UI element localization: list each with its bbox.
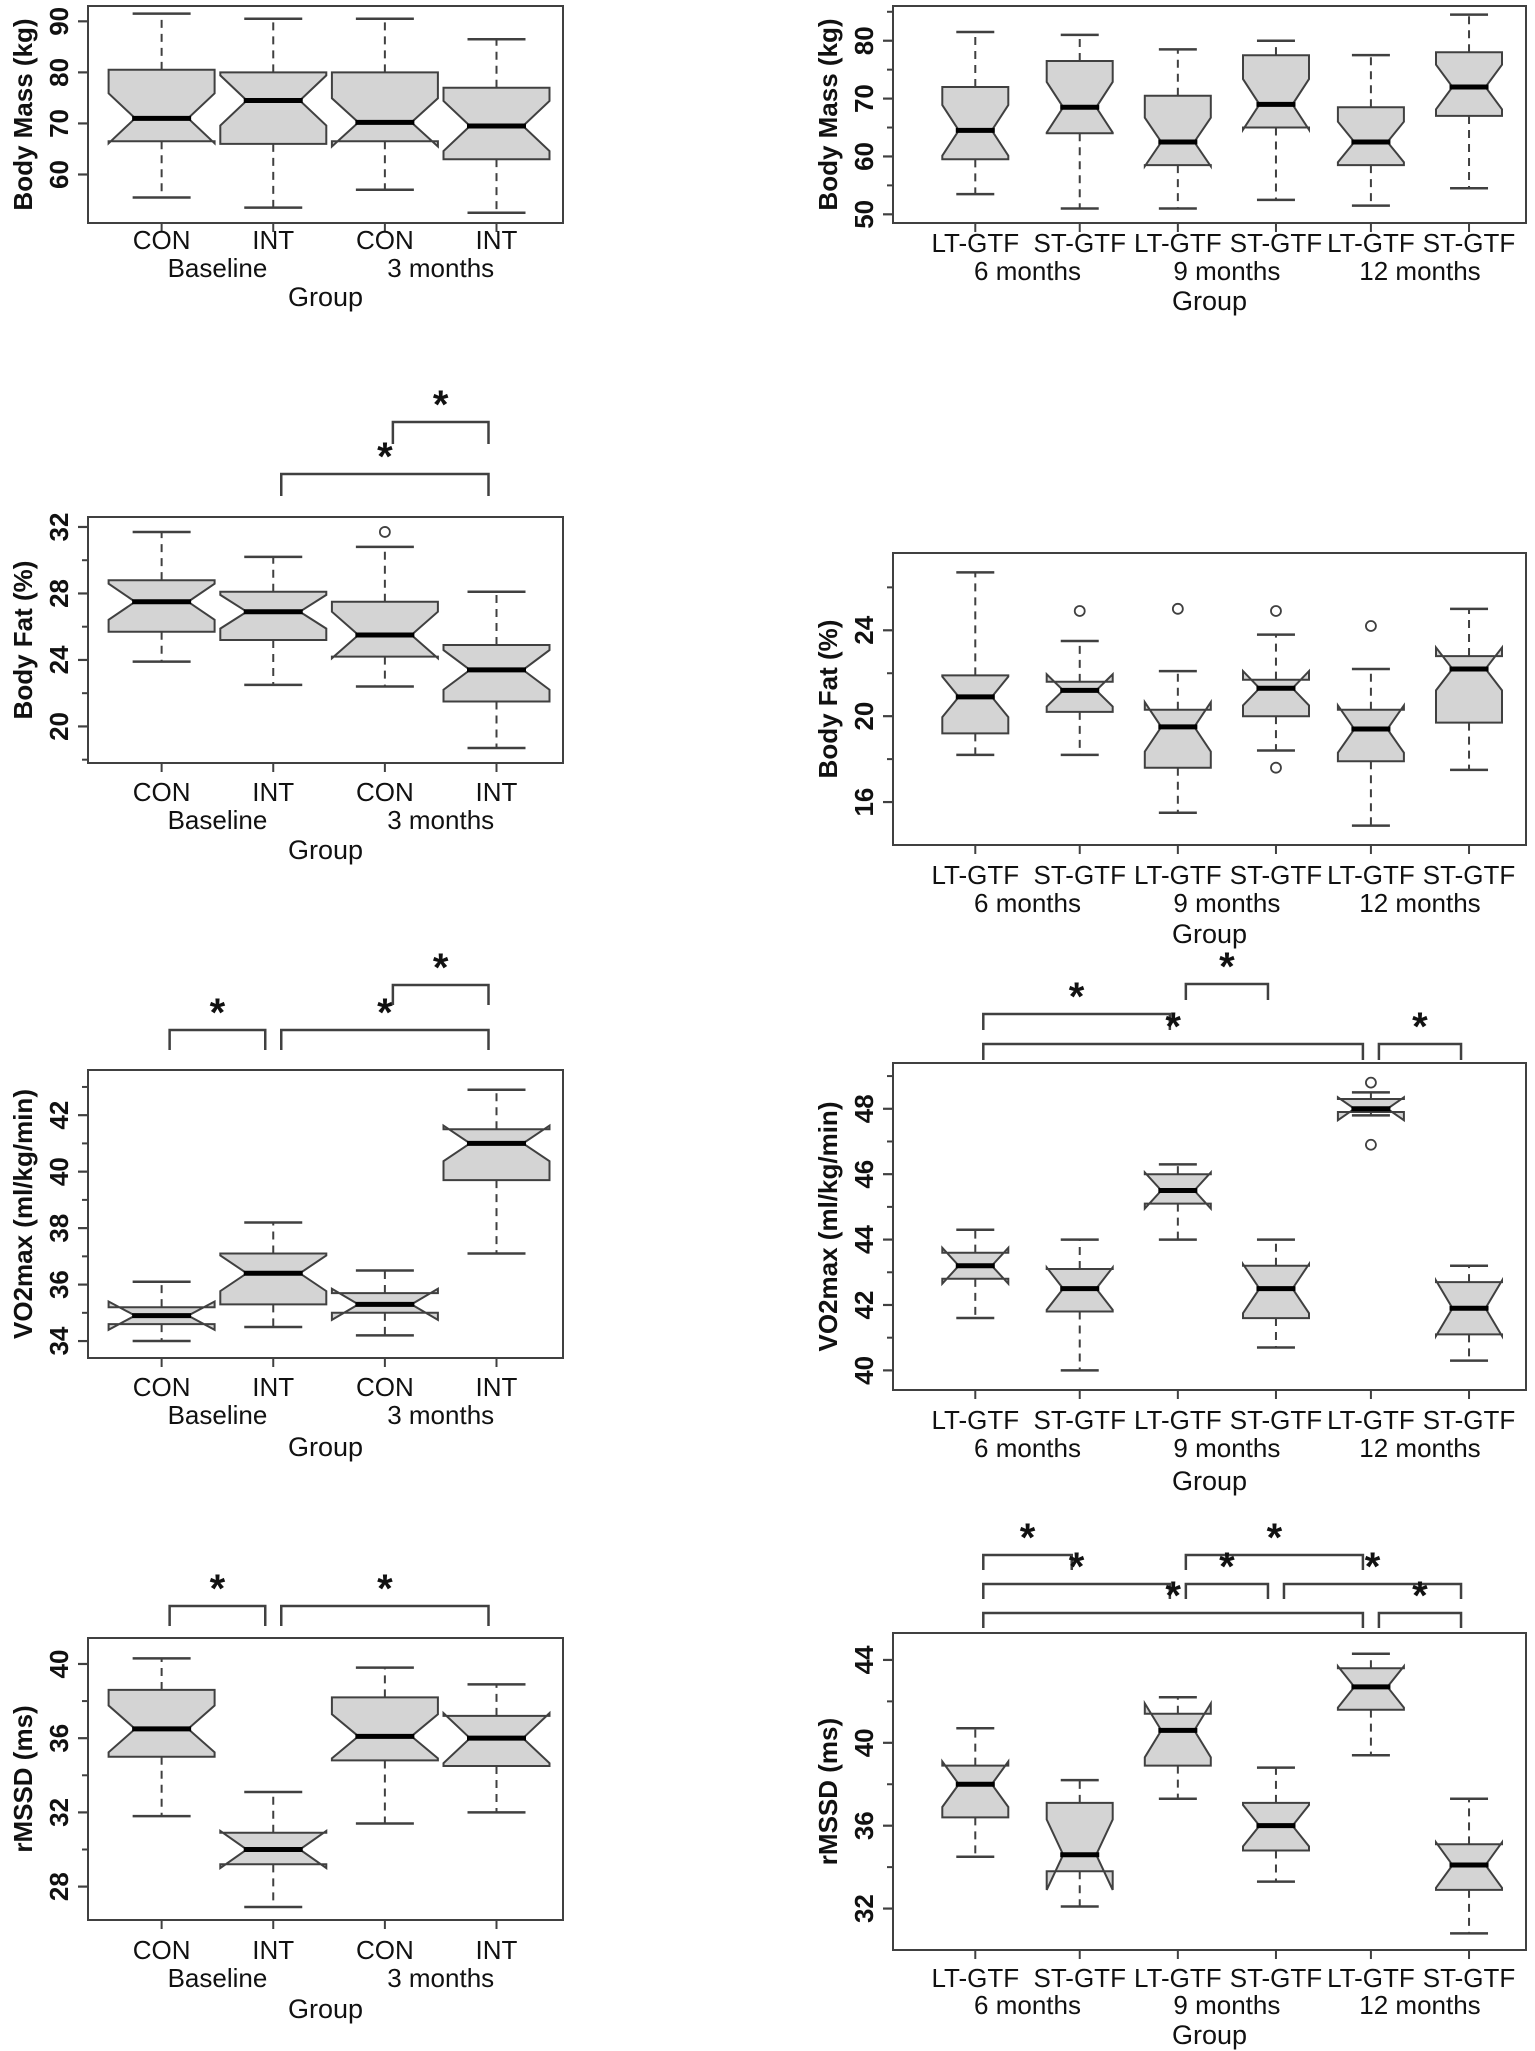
sig-bracket [393,383,489,444]
sig-bracket [393,946,489,1005]
x-axis-title: Group [287,1994,364,2024]
panel-vo2max-right [813,945,1526,1496]
panel-body-mass-left [8,6,563,312]
x-category-label: ST-GTF [1033,1963,1126,1993]
x-category-label: LT-GTF [1134,1963,1222,1993]
sig-bracket [170,991,266,1050]
x-axis-title: Group [1171,1466,1248,1496]
x-category-label: LT-GTF [1327,228,1415,258]
x-category-label: ST-GTF [1033,1405,1126,1435]
x-period-label: Baseline [167,1400,268,1430]
box-body [1243,55,1309,130]
x-period-label: Baseline [167,805,268,835]
panel-rmssd-left [8,1567,563,2024]
x-category-label: ST-GTF [1422,228,1516,258]
y-tick-label: 40 [849,1355,879,1385]
x-period-label: 3 months [387,805,495,835]
sig-bracket [983,1574,1363,1628]
y-axis-title: rMSSD (ms) [813,1717,843,1866]
sig-star: * [1165,1005,1181,1049]
y-tick-label: 32 [849,1894,879,1924]
x-period-label: 6 months [974,1433,1081,1463]
panel-body-fat-left [8,383,563,865]
x-category-label: INT [475,777,518,807]
y-tick-label: 90 [44,6,74,36]
x-category-label: LT-GTF [1134,860,1222,890]
x-period-label: 3 months [387,253,495,283]
x-category-label: LT-GTF [1327,1405,1415,1435]
y-axis-title: rMSSD (ms) [8,1705,38,1853]
panel-vo2max-left [8,946,563,1462]
x-period-label: 12 months [1359,256,1481,286]
y-tick-label: 40 [849,1728,879,1758]
y-tick-label: 80 [849,26,879,56]
sig-star: * [1219,1545,1235,1589]
x-axis-title: Group [287,282,364,312]
sig-star: * [1068,975,1085,1019]
y-tick-label: 24 [44,645,74,675]
y-tick-label: 70 [44,108,75,138]
x-category-label: ST-GTF [1229,860,1323,890]
sig-star: * [1364,1545,1381,1589]
x-category-label: ST-GTF [1229,1963,1323,1993]
x-category-label: CON [355,777,414,807]
y-tick-label: 32 [44,512,74,542]
x-category-label: CON [355,1935,414,1965]
x-category-label: INT [252,225,295,255]
sig-star: * [209,1567,226,1611]
y-tick-label: 20 [44,711,74,741]
box-body [444,1126,550,1181]
panel-rmssd-right [813,1516,1526,2050]
sig-bracket [1379,1005,1461,1060]
box-body [109,70,215,144]
y-axis-title: VO2max (ml/kg/min) [813,1101,843,1352]
x-category-label: INT [475,1372,518,1402]
sig-bracket [1186,1545,1268,1599]
x-period-label: 9 months [1173,256,1281,286]
x-period-label: 3 months [387,1400,495,1430]
x-category-label: INT [475,1935,518,1965]
y-tick-label: 44 [849,1645,879,1675]
y-tick-label: 42 [849,1290,879,1320]
y-tick-label: 28 [44,1872,74,1902]
y-axis-title: Body Mass (kg) [8,18,38,211]
y-tick-label: 40 [44,1157,74,1187]
box-body [1047,61,1113,133]
sig-bracket [170,1567,266,1626]
x-axis-title: Group [1171,286,1248,316]
sig-bracket [281,991,488,1050]
y-tick-label: 24 [849,615,879,645]
sig-star: * [1019,1516,1036,1560]
x-period-label: 9 months [1173,1990,1281,2020]
x-category-label: LT-GTF [1327,1963,1415,1993]
x-axis-title: Group [287,835,364,865]
sig-star: * [1412,1005,1428,1049]
sig-star: * [1266,1516,1283,1560]
y-tick-label: 34 [44,1326,74,1356]
y-tick-label: 42 [44,1100,74,1130]
plot-area-rmssd-left [88,1638,563,1920]
box-body [1436,648,1502,723]
sig-star: * [209,991,226,1035]
sig-star: * [377,435,393,479]
x-category-label: LT-GTF [931,1963,1020,1993]
x-period-label: 12 months [1359,1990,1481,2020]
plot-area-vo2max-right [893,1063,1526,1390]
panel-body-fat-right [813,553,1526,949]
x-category-label: CON [132,777,191,807]
x-category-label: LT-GTF [931,1405,1020,1435]
sig-bracket [281,435,488,496]
x-category-label: CON [132,225,191,255]
y-tick-label: 40 [44,1649,74,1679]
sig-bracket [983,1545,1170,1599]
x-category-label: LT-GTF [1134,1405,1222,1435]
x-category-label: LT-GTF [931,228,1020,258]
x-category-label: CON [132,1935,191,1965]
x-category-label: LT-GTF [1327,860,1415,890]
y-tick-label: 36 [44,1270,74,1300]
x-category-label: ST-GTF [1033,860,1126,890]
y-tick-label: 32 [44,1797,74,1827]
x-axis-title: Group [1171,2020,1248,2050]
y-tick-label: 60 [849,141,879,171]
x-period-label: 9 months [1173,888,1281,918]
x-axis-title: Group [287,1432,364,1462]
x-category-label: CON [355,1372,414,1402]
x-period-label: 6 months [974,888,1081,918]
x-period-label: 6 months [974,256,1081,286]
x-period-label: Baseline [167,1963,268,1993]
y-tick-label: 20 [849,701,879,731]
sig-star: * [432,946,449,990]
sig-bracket [281,1567,488,1626]
sig-bracket [1379,1574,1461,1628]
y-axis-title: Body Fat (%) [8,560,38,720]
x-category-label: INT [252,1372,295,1402]
x-period-label: 3 months [387,1963,495,1993]
y-tick-label: 28 [44,578,74,608]
x-category-label: LT-GTF [1134,228,1222,258]
x-category-label: ST-GTF [1229,1405,1323,1435]
sig-star: * [1412,1574,1428,1618]
x-category-label: INT [475,225,518,255]
y-tick-label: 36 [849,1811,879,1841]
x-period-label: 12 months [1359,888,1481,918]
x-category-label: INT [252,1935,295,1965]
y-tick-label: 80 [44,57,74,87]
sig-star: * [377,1567,393,1611]
sig-bracket [983,1516,1071,1570]
x-axis-title: Group [1171,919,1248,949]
x-category-label: ST-GTF [1033,228,1126,258]
x-category-label: ST-GTF [1422,860,1516,890]
x-period-label: 9 months [1173,1433,1281,1463]
y-axis-title: VO2max (ml/kg/min) [8,1089,38,1339]
y-tick-label: 48 [849,1094,879,1124]
sig-star: * [1165,1574,1181,1618]
x-category-label: ST-GTF [1422,1405,1516,1435]
x-category-label: ST-GTF [1229,228,1323,258]
x-category-label: INT [252,777,295,807]
x-category-label: ST-GTF [1422,1963,1516,1993]
y-tick-label: 46 [849,1159,879,1189]
x-period-label: 6 months [974,1990,1081,2020]
panel-body-mass-right [813,6,1526,316]
x-period-label: Baseline [167,253,268,283]
y-tick-label: 38 [44,1213,74,1243]
y-tick-label: 44 [849,1225,879,1255]
y-tick-label: 16 [849,787,879,817]
sig-star: * [377,991,393,1035]
sig-bracket [1284,1545,1461,1599]
x-period-label: 12 months [1359,1433,1481,1463]
sig-bracket [983,975,1170,1030]
y-axis-title: Body Mass (kg) [813,18,843,211]
sig-star: * [1219,945,1235,989]
x-category-label: CON [132,1372,191,1402]
box-body [1145,96,1211,167]
sig-star: * [1068,1545,1085,1589]
y-axis-title: Body Fat (%) [813,619,843,779]
box-body [942,675,1008,733]
x-category-label: LT-GTF [931,860,1020,890]
y-tick-label: 70 [849,84,879,114]
sig-bracket [1186,945,1268,1000]
x-category-label: CON [355,225,414,255]
box-body [332,72,438,146]
y-tick-label: 36 [44,1723,74,1753]
y-tick-label: 50 [849,199,879,229]
sig-bracket [1186,1516,1363,1570]
sig-star: * [432,383,449,427]
y-tick-label: 60 [44,160,74,189]
